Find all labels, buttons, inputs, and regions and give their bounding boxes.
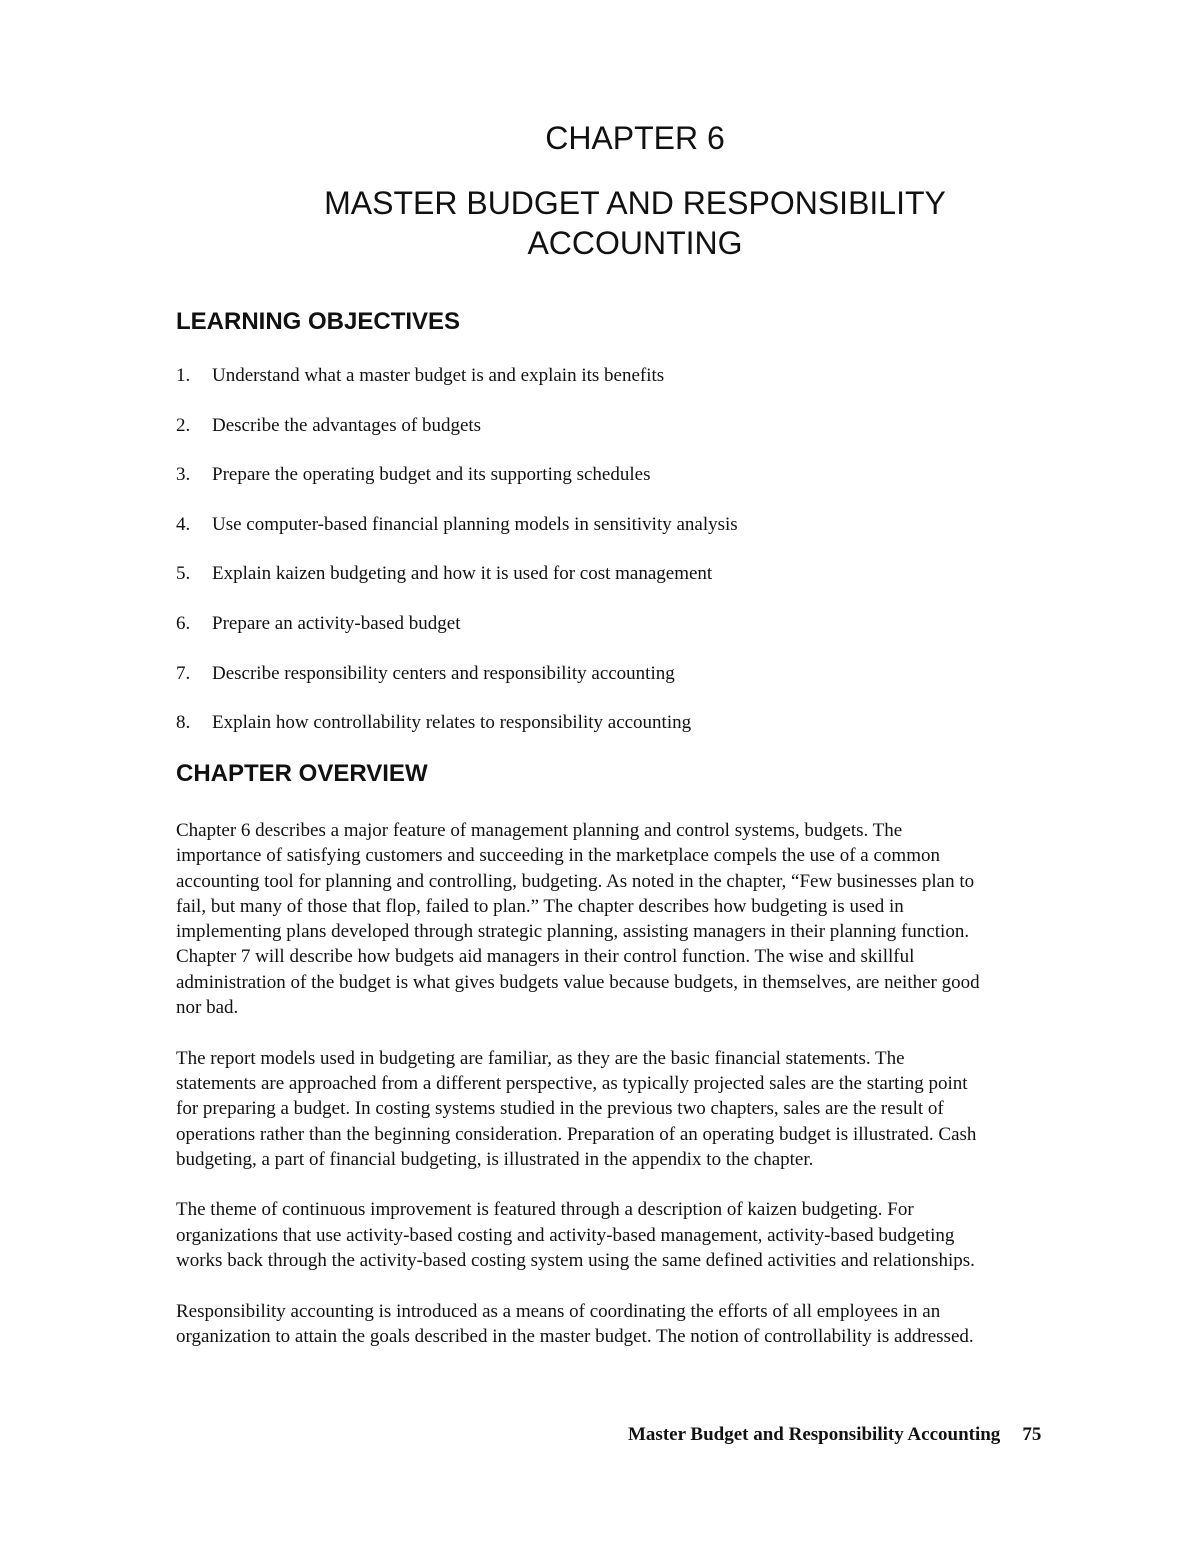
- text-line: statements are approached from a different perspective, as typically projected sales are the starting point: [176, 1072, 968, 1094]
- chapter-title-line-2: ACCOUNTING: [527, 225, 743, 261]
- overview-paragraph: [176, 818, 1096, 1020]
- running-title: Master Budget and Responsibility Accounting: [628, 1424, 1001, 1445]
- chapter-overview-body: [176, 818, 1096, 1375]
- overview-paragraph: [176, 1299, 1096, 1350]
- overview-paragraph: [176, 1197, 1096, 1273]
- objective-text: Explain how controllability relates to responsibility accounting: [212, 712, 692, 734]
- objective-number: 6.: [176, 612, 191, 634]
- text-line: administration of the budget is what gives budgets value because budgets, in themselves, are neither good: [176, 971, 980, 993]
- objective-number: 3.: [176, 464, 191, 486]
- learning-objectives-heading: LEARNING OBJECTIVES: [176, 308, 461, 335]
- objective-text: Prepare an activity-based budget: [212, 612, 461, 634]
- objective-number: 5.: [176, 563, 191, 585]
- objective-item: [176, 612, 738, 662]
- text-line: budgeting, a part of financial budgeting, is illustrated in the appendix to the chapter.: [176, 1148, 814, 1170]
- text-line: accounting tool for planning and controlling, budgeting. As noted in the chapter, “Few businesses plan to: [176, 870, 975, 892]
- text-line: Responsibility accounting is introduced as a means of coordinating the efforts of all employees in an: [176, 1300, 941, 1322]
- text-line: Chapter 6 describes a major feature of management planning and control systems, budgets. The: [176, 820, 903, 841]
- objective-text: Use computer-based financial planning models in sensitivity analysis: [212, 513, 738, 535]
- text-line: The report models used in budgeting are familiar, as they are the basic financial statements. The: [176, 1047, 905, 1069]
- text-line: implementing plans developed through strategic planning, assisting managers in their planning function.: [176, 921, 970, 943]
- objective-item: [176, 711, 738, 761]
- objective-text: Describe the advantages of budgets: [212, 414, 482, 436]
- objective-number: 1.: [176, 365, 191, 386]
- text-line: importance of satisfying customers and succeeding in the marketplace compels the use of a common: [176, 845, 940, 867]
- chapter-title: [0, 183, 1200, 263]
- text-line: nor bad.: [176, 997, 239, 1019]
- overview-paragraph: [176, 1046, 1096, 1172]
- objective-text: Prepare the operating budget and its supporting schedules: [212, 464, 651, 486]
- text-line: Chapter 7 will describe how budgets aid managers in their control function. The wise and skillful: [176, 946, 915, 968]
- objective-item: [176, 562, 738, 612]
- objective-item: [176, 513, 738, 563]
- objective-number: 2.: [176, 414, 191, 436]
- text-line: organization to attain the goals described in the master budget. The notion of controllability is addressed.: [176, 1325, 974, 1347]
- objective-number: 7.: [176, 662, 191, 684]
- text-line: organizations that use activity-based costing and activity-based management, activity-based budgeting: [176, 1224, 955, 1246]
- objective-number: 8.: [176, 712, 191, 734]
- text-line: works back through the activity-based costing system using the same defined activities and relationships.: [176, 1250, 975, 1272]
- objective-item: [176, 463, 738, 513]
- page-number: 75: [1022, 1424, 1042, 1445]
- objective-item: [176, 364, 738, 414]
- chapter-number: CHAPTER 6: [545, 120, 725, 156]
- text-line: for preparing a budget. In costing systems studied in the previous two chapters, sales are the result of: [176, 1098, 944, 1120]
- chapter-title-line-1: MASTER BUDGET AND RESPONSIBILITY: [324, 185, 946, 221]
- objective-text: Understand what a master budget is and explain its benefits: [212, 365, 665, 386]
- objective-item: [176, 414, 738, 464]
- objective-text: Describe responsibility centers and responsibility accounting: [212, 662, 675, 684]
- text-line: The theme of continuous improvement is featured through a description of kaizen budgeting. For: [176, 1199, 914, 1221]
- page-footer: [628, 1424, 1041, 1446]
- text-line: fail, but many of those that flop, failed to plan.” The chapter describes how budgeting is used in: [176, 895, 904, 917]
- objective-text: Explain kaizen budgeting and how it is used for cost management: [212, 563, 713, 585]
- text-line: operations rather than the beginning consideration. Preparation of an operating budget is illustrated. Cash: [176, 1123, 977, 1145]
- learning-objectives-list: [176, 364, 738, 761]
- chapter-overview-heading: CHAPTER OVERVIEW: [176, 760, 428, 787]
- objective-item: [176, 662, 738, 712]
- objective-number: 4.: [176, 513, 191, 535]
